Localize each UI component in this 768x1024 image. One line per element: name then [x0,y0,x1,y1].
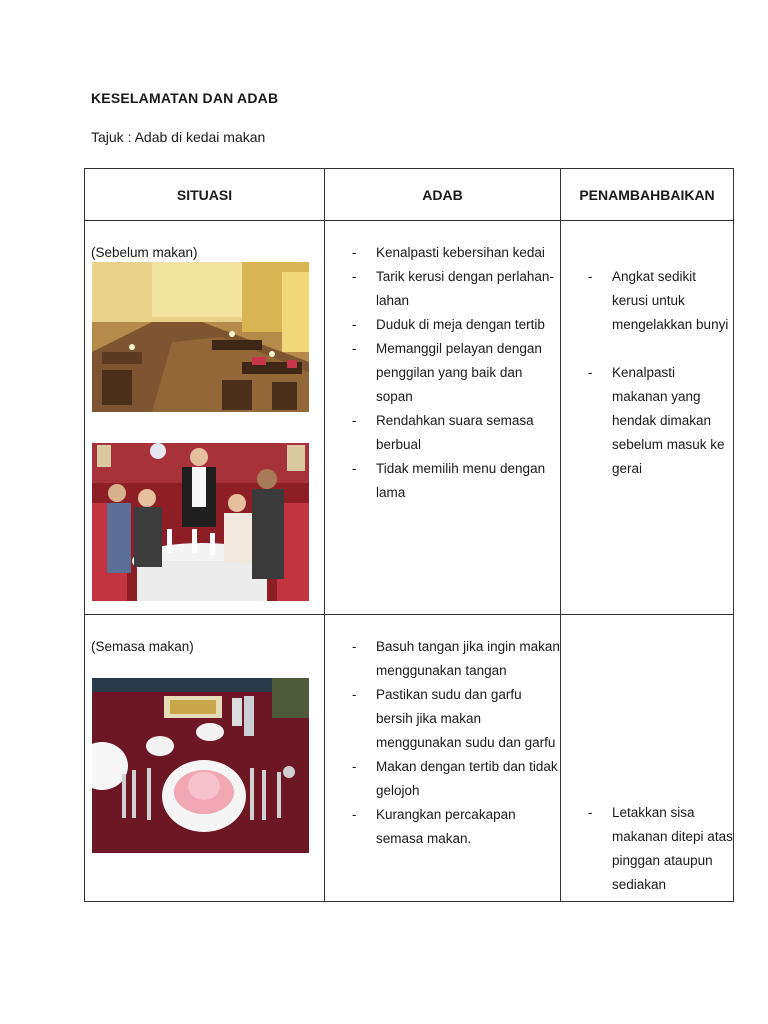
list-item: - Makan dengan tertib dan tidak gelojoh [325,755,560,803]
list-item: - Kenalpasti makanan yang hendak dimakan sebelum masuk ke gerai [561,361,733,481]
list-item: - Letakkan sisa makanan ditepi atas pinggan ataupun sediakan [561,801,733,897]
list-item: - Tarik kerusi dengan perlahan-lahan [325,265,560,313]
adab-list [325,635,560,851]
list-item: - Memanggil pelayan dengan penggilan yang baik dan sopan [325,337,560,409]
header-penambahbaikan: PENAMBAHBAIKAN [561,169,734,221]
situation-label: (Semasa makan) [91,639,194,654]
penambahbaikan-cell [561,615,734,902]
penambahbaikan-cell [561,221,734,615]
adab-cell [325,221,561,615]
list-item: - Pastikan sudu dan garfu bersih jika makan menggunakan sudu dan garfu [325,683,560,755]
list-item: - Angkat sedikit kerusi untuk mengelakkan bunyi [561,265,733,337]
situation-cell [85,615,325,902]
list-item: - Basuh tangan jika ingin makan menggunakan tangan [325,635,560,683]
situation-label: (Sebelum makan) [91,245,198,260]
document-topic: Tajuk : Adab di kedai makan [91,129,266,145]
table-header-row [85,169,734,221]
waiter-serving-guests-photo [92,443,309,601]
etiquette-table [84,168,734,902]
restaurant-interior-photo [92,262,309,412]
list-item: - Rendahkan suara semasa berbual [325,409,560,457]
adab-list [325,241,560,505]
list-item: - Tidak memilih menu dengan lama [325,457,560,505]
table-row [85,615,734,902]
header-situasi: SITUASI [85,169,325,221]
list-item: - Duduk di meja dengan tertib [325,313,560,337]
table-row [85,221,734,615]
document-title: KESELAMATAN DAN ADAB [91,90,279,106]
list-item: - Kurangkan percakapan semasa makan. [325,803,560,851]
adab-cell [325,615,561,902]
penambahbaikan-list [561,265,733,481]
situation-cell [85,221,325,615]
penambahbaikan-list [561,801,733,897]
table-setting-photo [92,678,309,853]
list-item: - Kenalpasti kebersihan kedai [325,241,560,265]
header-adab: ADAB [325,169,561,221]
